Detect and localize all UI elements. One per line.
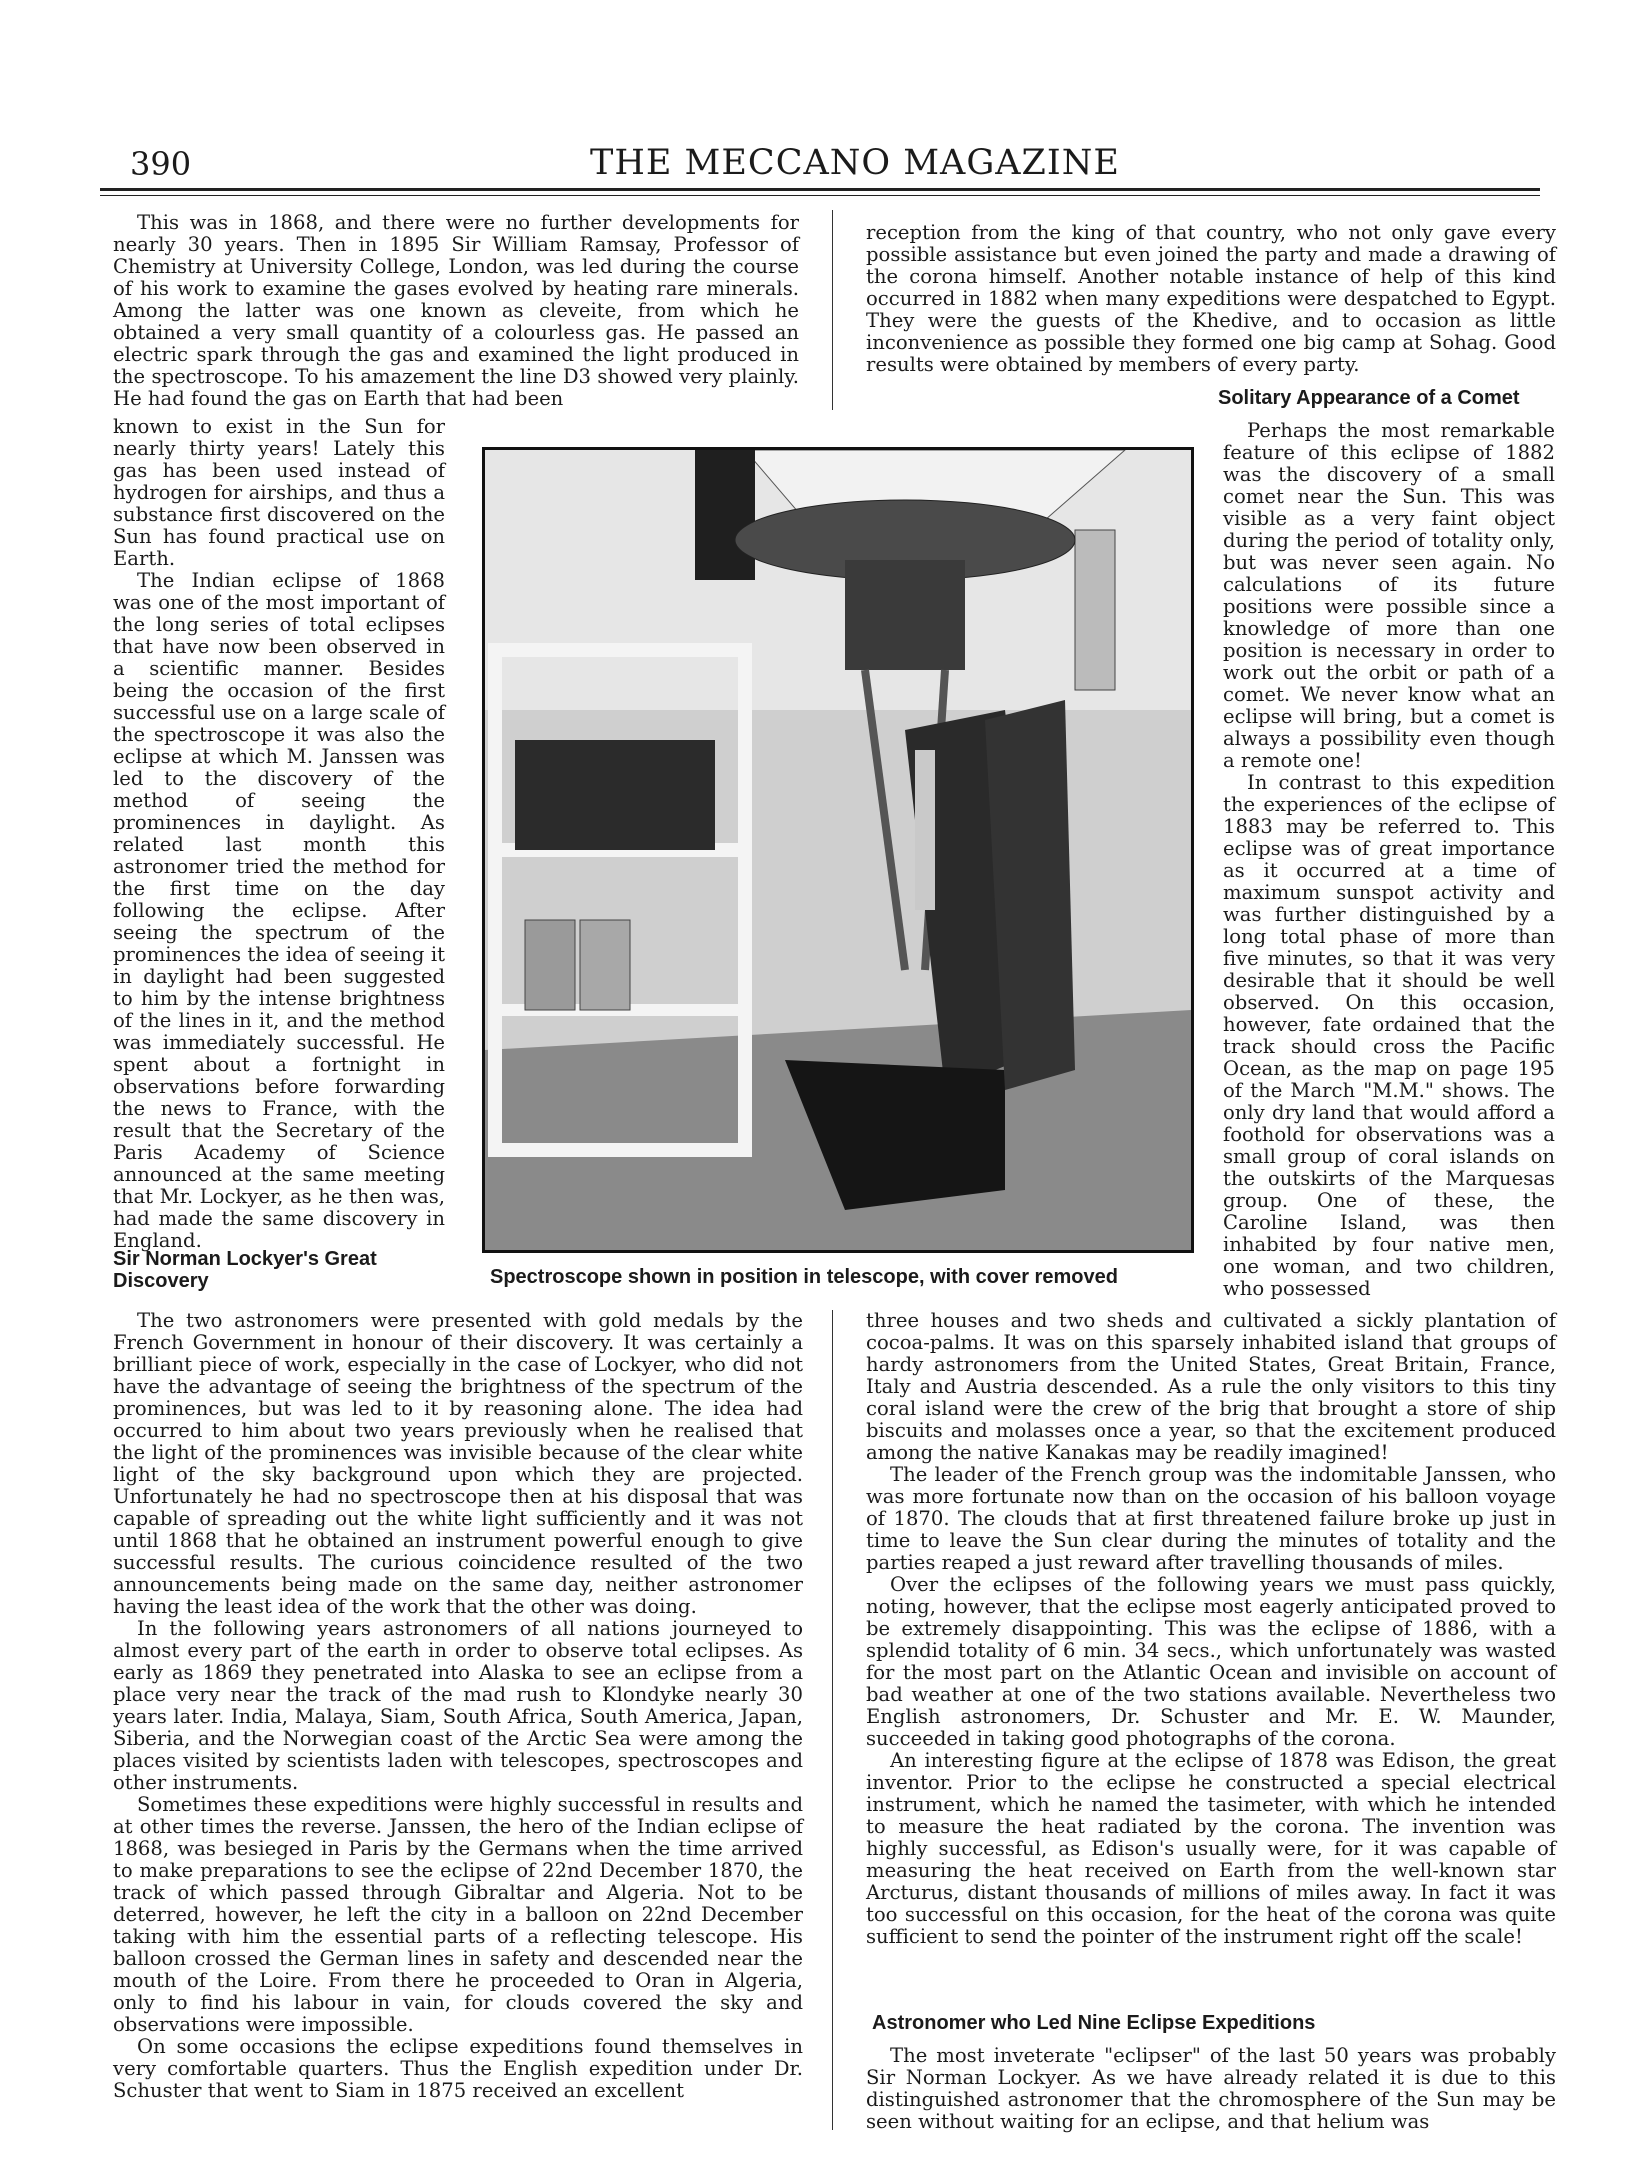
body-text-block: The two astronomers were presented with gold medals by the French Government in honour of their discovery. It was certainly a brilliant piece of work, especially in the case of Lockyer, who did not have the advantage of seeing the brightness of the spectrum of the prominences, but was led to it by reasoning alone. The idea had occurred to him about two years previously when he realised that the light of the prominences was invisible because of the clear white light of the sky background upon which they are projected. Unfortunately he had no spectroscope then at his disposal that was capable of spreading out the white light sufficiently and it was not until 1868 that he obtained an instrument powerful enough to give successful results. The curious coincidence resulted of the two announcements being made on the same day, neither astronomer having the least idea of the work that the other was doing. In the following years astronomers of all nations journeyed to almost every part of the earth in order to observe total eclipses. As early as 1869 they penetrated into Alaska to see an eclipse from a place very near the track of the mad rush to Klondyke nearly 30 years later. India, Malaya, Siam, South Africa, South America, Japan, Siberia, and the Norwegian coast of the Arctic Sea were among the places visited by scientists laden with telescopes, spectroscopes and other instruments. Sometimes these expeditions were highly successful in results and at other times the reverse. Janssen, the hero of the Indian eclipse of 1868, was besieged in Paris by the Germans when the time arrived to make preparations to see the eclipse of 22nd December 1870, the track of which passed through Gibraltar and Algeria. Not to be deterred, however, he left the city in a balloon on 22nd December taking with him the essential parts of a reflecting telescope. His balloon crossed the German lines in safety and descended near the mouth of the Loire. From there he proceeded to Oran in Algeria, only to find his labour in vain, for clouds covered the sky and observations were impossible. On some occasions the eclipse expeditions found themselves in very comfortable quarters. Thus the English expedition under Dr. Schuster that went to Siam in 1875 received an excellent (113, 1309, 803, 2102)
body-text-block: Perhaps the most remarkable feature of this eclipse of 1882 was the discovery of a small comet near the Sun. This was visible as a very faint object during the period of totality only, but was never seen again. No calculations of its future positions were possible since a knowledge of more than one position is necessary in order to work out the orbit or path of a comet. We never know what an eclipse will bring, but a comet is always a possibility even though a remote one! In contrast to this expedition the experiences of the eclipse of 1883 may be referred to. This eclipse was of great importance as it occurred at a time of maximum sunspot activity and was further distinguished by a long total phase of more than five minutes, so that it was very desirable that it should be well observed. On this occasion, however, fate ordained that the track should cross the Pacific Ocean, as the map on page 195 of the March "M.M." shows. The only dry land that would afford a foothold for observations was a small group of coral islands on the outskirts of the Marquesas group. One of these, the Caroline Island, was then inhabited by four native men, one woman, and two children, who possessed (1223, 419, 1555, 1300)
photo-caption: Spectroscope shown in position in telescope, with cover removed (490, 1266, 1118, 1288)
telescope-illustration (485, 450, 1191, 1250)
body-text-block: This was in 1868, and there were no further developments for nearly 30 years. Then in 1895 Sir William Ramsay, Professor of Chemistry at University College, London, was led during the course of his work to examine the gases evolved by heating rare minerals. Among the latter was one known as cleveite, from which he obtained a very small quantity of a colourless gas. He passed an electric spark through the gas and examined the light produced in the spectroscope. To his amazement the line D3 showed very plainly. He had found the gas on Earth that had been (113, 211, 799, 410)
header-rule (100, 188, 1540, 191)
body-text-block: reception from the king of that country, who not only gave every possible assistance but even joined the party and made a drawing of the corona himself. Another notable instance of help of this kind occurred in 1882 when many expeditions were despatched to Egypt. They were the guests of the Khedive, and to occasion as little inconvenience as possible they formed one big camp at Sohag. Good results were obtained by members of every party. (866, 221, 1556, 376)
magazine-title: THE MECCANO MAGAZINE (590, 143, 1120, 183)
section-heading: Solitary Appearance of a Comet (1218, 387, 1520, 409)
body-text-block: The most inveterate "eclipser" of the last 50 years was probably Sir Norman Lockyer. As we have already related it is due to this distinguished astronomer that the chromosphere of the Sun may be seen without waiting for an eclipse, and that helium was (866, 2044, 1556, 2133)
column-divider (832, 210, 833, 410)
spectroscope-photo (482, 447, 1194, 1253)
section-heading: Astronomer who Led Nine Eclipse Expeditions (872, 2012, 1316, 2034)
page-number: 390 (130, 145, 192, 183)
header-rule-thin (100, 195, 1540, 196)
section-heading: Sir Norman Lockyer's Great Discovery (113, 1248, 377, 1292)
body-text-block: three houses and two sheds and cultivated a sickly plantation of cocoa-palms. It was on this sparsely inhabited island that groups of hardy astronomers from the United States, Great Britain, France, Italy and Austria descended. As a rule the only visitors to this tiny coral island were the crew of the brig that brought a store of ship biscuits and molasses once a year, so that the excitement produced among the native Kanakas may be readily imagined! The leader of the French group was the indomitable Janssen, who was more fortunate now than on the occasion of his balloon voyage of 1870. The clouds that at first threatened failure broke up just in time to leave the Sun clear during the minutes of totality and the parties reaped a just reward after travelling thousands of miles. Over the eclipses of the following years we must pass quickly, noting, however, that the eclipse most eagerly anticipated proved to be extremely disappointing. This was the eclipse of 1886, with a splendid totality of 6 min. 34 secs., which unfortunately was wasted for the most part on the Atlantic Ocean and invisible on account of bad weather at one of the two stations available. Nevertheless two English astronomers, Dr. Schuster and Mr. E. W. Maunder, succeeded in taking good photographs of the corona. An interesting figure at the eclipse of 1878 was Edison, the great inventor. Prior to the eclipse he constructed a special electrical instrument, which he named the tasimeter, with which he intended to measure the heat radiated by the corona. The invention was highly successful, as Edison's usually were, for it was capable of measuring the heat received on Earth from the well-known star Arcturus, distant thousands of millions of miles away. In fact it was too successful on this occasion, for the heat of the corona was quite sufficient to send the pointer of the instrument right off the scale! (866, 1309, 1556, 1948)
body-text-block: known to exist in the Sun for nearly thirty years! Lately this gas has been used instead of hydrogen for airships, and thus a substance first discovered on the Sun has found practical use on Earth. The Indian eclipse of 1868 was one of the most important of the long series of total eclipses that have now been observed in a scientific manner. Besides being the occasion of the first successful use on a large scale of the spectroscope it was also the eclipse at which M. Janssen was led to the discovery of the method of seeing the prominences in daylight. As related last month this astronomer tried the method for the first time on the day following the eclipse. After seeing the spectrum of the prominences the idea of seeing it in daylight had been suggested to him by the intense brightness of the lines in it, and the method was immediately successful. He spent about a fortnight in observations before forwarding the news to France, with the result that the Secretary of the Paris Academy of Science announced at the same meeting that Mr. Lockyer, as he then was, had made the same discovery in England. (113, 415, 445, 1252)
column-divider (832, 1310, 833, 2130)
